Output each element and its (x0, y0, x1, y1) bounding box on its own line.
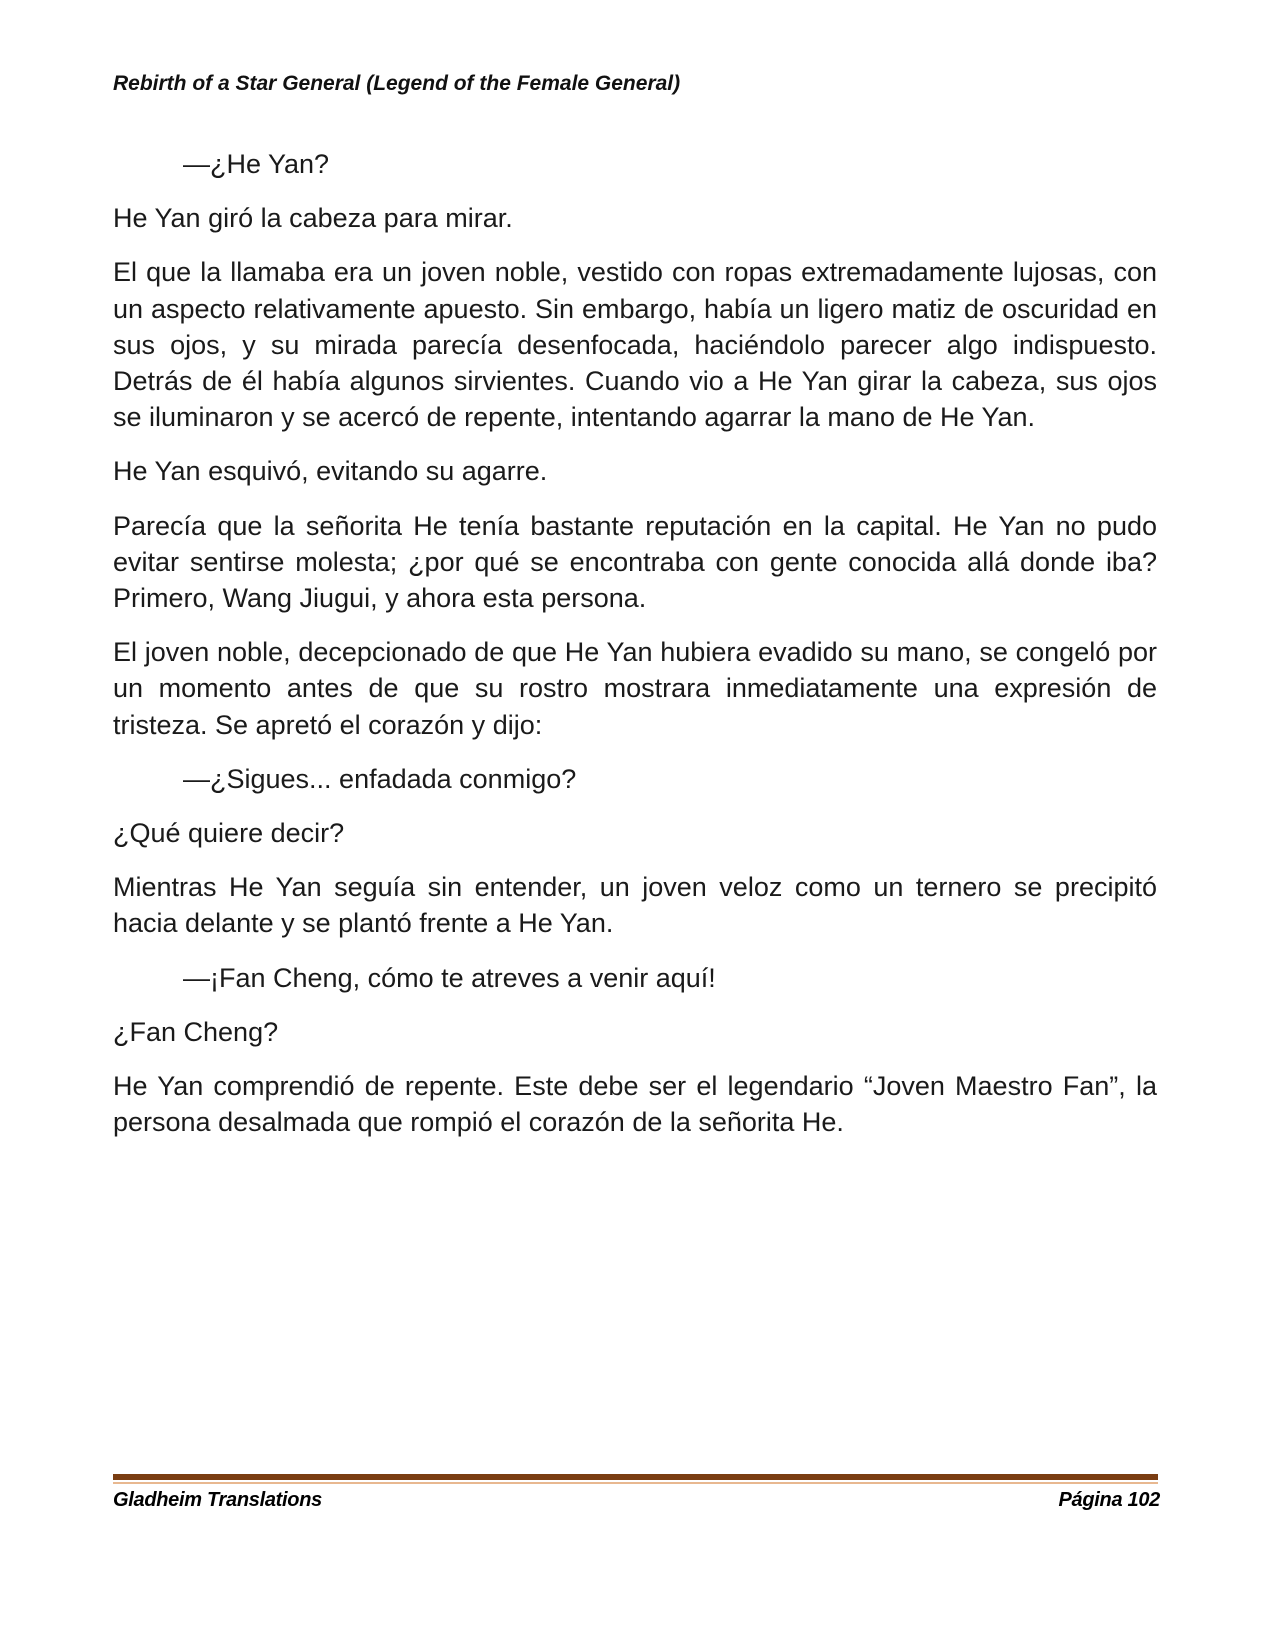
paragraph: —¿He Yan? (183, 149, 330, 179)
paragraph: ¿Qué quiere decir? (113, 818, 345, 849)
footer-translator: Gladheim Translations (113, 1489, 322, 1511)
body-text (113, 146, 1157, 1158)
paragraph: ¿Fan Cheng? (113, 1016, 279, 1047)
paragraph: He Yan comprendió de repente. Este debe ser el legendario “Joven Maestro Fan”, la persona desalmada que rompió el corazón de la señorita He. (113, 1071, 1157, 1138)
paragraph: He Yan giró la cabeza para mirar. (113, 203, 513, 234)
paragraph: He Yan esquivó, evitando su agarre. (113, 456, 548, 487)
paragraph: El joven noble, decepcionado de que He Yan hubiera evadido su mano, se congeló por un momento antes de que su rostro mostrara inmediatamente una expresión de tristeza. Se apretó el corazón y dijo: (113, 637, 1157, 740)
paragraph: —¡Fan Cheng, cómo te atreves a venir aquí! (183, 962, 716, 993)
footer-rule-thick (113, 1474, 1158, 1480)
footer-rule (113, 1474, 1158, 1484)
paragraph: El que la llamaba era un joven noble, vestido con ropas extremadamente lujosas, con un aspecto relativamente apuesto. Sin embargo, había un ligero matiz de oscuridad en sus ojos, y su mirada parecía desenfocada, haciéndolo parecer algo indispuesto. Detrás de él había algunos sirvientes. Cuando vio a He Yan girar la cabeza, sus ojos se iluminaron y se acercó de repente, intentando agarrar la mano de He Yan. (113, 257, 1157, 433)
paragraph: Mientras He Yan seguía sin entender, un joven veloz como un ternero se precipitó hacia delante y se plantó frente a He Yan. (113, 872, 1157, 939)
running-header: Rebirth of a Star General (Legend of the Female General) (113, 72, 681, 95)
paragraph: —¿Sigues... enfadada conmigo? (183, 763, 577, 794)
footer-page-number: Página 102 (1058, 1489, 1160, 1511)
footer-rule-thin (113, 1482, 1158, 1484)
paragraph: Parecía que la señorita He tenía bastante reputación en la capital. He Yan no pudo evitar sentirse molesta; ¿por qué se encontraba con gente conocida allá donde iba? Primero, Wang Jiugui, y ahora esta persona. (113, 510, 1157, 614)
